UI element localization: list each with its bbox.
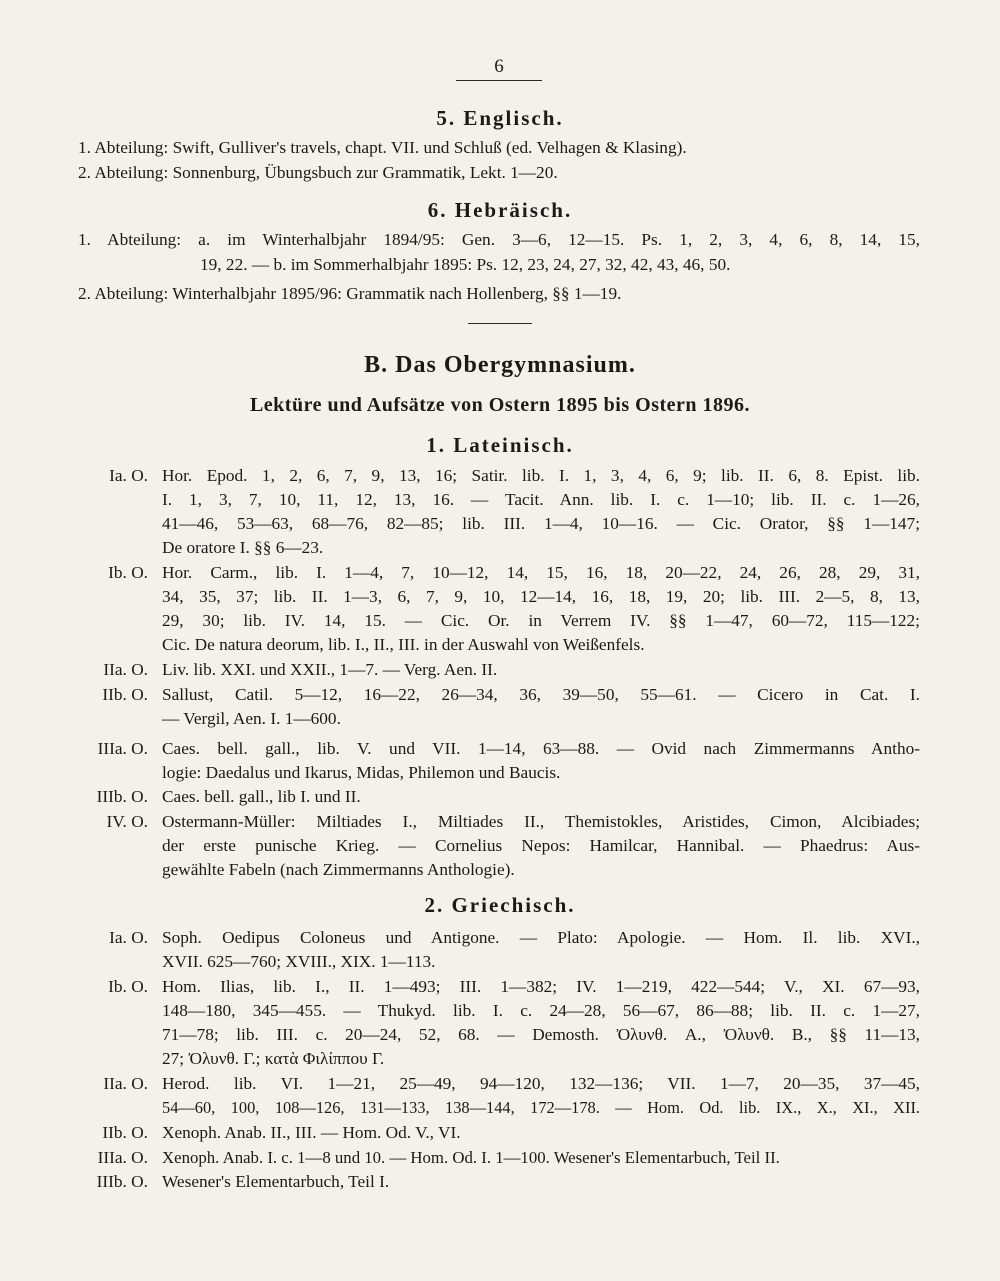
subheading-lektuere: Lektüre und Aufsätze von Ostern 1895 bis Ostern 1896.: [249, 394, 751, 416]
greek-IIa-line-2: 54—60, 100, 108—126, 131—133, 138—144, 172—178. — Hom. Od. lib. IX., X., XI., XII.: [162, 1098, 920, 1117]
latin-IIb-line-2: — Vergil, Aen. I. 1—600.: [162, 709, 341, 728]
greek-Ib-line-2: 148—180, 345—455. — Thukyd. lib. I. c. 24—28, 56—67, 86—88; lib. II. c. 1—27,: [162, 1001, 920, 1020]
latin-label-Ia: Ia. O.: [109, 466, 148, 485]
hebrew-line-2: 19, 22. — b. im Sommerhalbjahr 1895: Ps. 12, 23, 24, 27, 32, 42, 43, 46, 50.: [200, 255, 731, 274]
latin-Ib-line-2: 34, 35, 37; lib. II. 1—3, 6, 7, 9, 10, 12—14, 16, 18, 19, 20; lib. III. 2—5, 8, 13,: [162, 587, 920, 606]
latin-label-IIb: IIb. O.: [102, 685, 148, 704]
latin-IV-line-1: Ostermann-Müller: Miltiades I., Miltiades II., Themistokles, Aristides, Cimon, Alcibiades;: [162, 812, 920, 831]
latin-Ia-line-2: I. 1, 3, 7, 10, 11, 12, 13, 16. — Tacit. Ann. lib. I. c. 1—10; lib. II. c. 1—26,: [162, 490, 920, 509]
heading-obergymnasium: B. Das Obergymnasium.: [364, 352, 636, 378]
latin-Ib-line-1: Hor. Carm., lib. I. 1—4, 7, 10—12, 14, 15, 16, 18, 20—22, 24, 26, 28, 29, 31,: [162, 563, 920, 582]
page-number: 6: [456, 56, 542, 81]
latin-label-Ib: Ib. O.: [108, 563, 148, 582]
greek-label-IIIa: IIIa. O.: [97, 1148, 148, 1167]
greek-IIb-line-1: Xenoph. Anab. II., III. — Hom. Od. V., VI.: [162, 1123, 461, 1142]
greek-Ia-line-2: XVII. 625—760; XVIII., XIX. 1—113.: [162, 952, 436, 971]
latin-IIIb-line-1: Caes. bell. gall., lib I. und II.: [162, 787, 361, 806]
hebrew-line-3: 2. Abteilung: Winterhalbjahr 1895/96: Grammatik nach Hollenberg, §§ 1—19.: [78, 284, 622, 303]
latin-Ia-line-1: Hor. Epod. 1, 2, 6, 7, 9, 13, 16; Satir. lib. I. 1, 3, 4, 6, 9; lib. II. 6, 8. Epist. lib.: [162, 466, 920, 485]
greek-label-Ib: Ib. O.: [108, 977, 148, 996]
greek-label-Ia: Ia. O.: [109, 928, 148, 947]
english-line-1: 1. Abteilung: Swift, Gulliver's travels, chapt. VII. und Schluß (ed. Velhagen & Klasing).: [78, 138, 687, 157]
latin-label-IIa: IIa. O.: [103, 660, 148, 679]
greek-Ib-line-3: 71—78; lib. III. c. 20—24, 52, 68. — Demosth. Ὀλυνθ. A., Ὀλυνθ. B., §§ 11—13,: [162, 1025, 920, 1044]
latin-Ia-line-4: De oratore I. §§ 6—23.: [162, 538, 324, 557]
greek-label-IIa: IIa. O.: [103, 1074, 148, 1093]
heading-hebraeisch: 6. Hebräisch.: [427, 198, 573, 222]
heading-griechisch: 2. Griechisch.: [424, 893, 576, 917]
hebrew-line-1: 1. Abteilung: a. im Winterhalbjahr 1894/95: Gen. 3—6, 12—15. Ps. 1, 2, 3, 4, 6, 8, 14, 15,: [78, 230, 920, 249]
latin-IV-line-3: gewählte Fabeln (nach Zimmermanns Anthologie).: [162, 860, 515, 879]
latin-Ib-line-4: Cic. De natura deorum, lib. I., II., III. in der Auswahl von Weißenfels.: [162, 635, 645, 654]
english-line-2: 2. Abteilung: Sonnenburg, Übungsbuch zur Grammatik, Lekt. 1—20.: [78, 163, 558, 182]
greek-label-IIb: IIb. O.: [102, 1123, 148, 1142]
latin-label-IIIb: IIIb. O.: [96, 787, 148, 806]
greek-Ia-line-1: Soph. Oedipus Coloneus und Antigone. — Plato: Apologie. — Hom. Il. lib. XVI.,: [162, 928, 920, 947]
greek-Ib-line-1: Hom. Ilias, lib. I., II. 1—493; III. 1—382; IV. 1—219, 422—544; V., XI. 67—93,: [162, 977, 920, 996]
greek-IIIa-line-1: Xenoph. Anab. I. c. 1—8 und 10. — Hom. Od. I. 1—100. Wesener's Elementarbuch, Teil II.: [162, 1148, 780, 1167]
latin-label-IIIa: IIIa. O.: [97, 739, 148, 758]
heading-lateinisch: 1. Lateinisch.: [426, 433, 574, 457]
latin-label-IV: IV. O.: [106, 812, 148, 831]
latin-IIb-line-1: Sallust, Catil. 5—12, 16—22, 26—34, 36, 39—50, 55—61. — Cicero in Cat. I.: [162, 685, 920, 704]
greek-Ib-line-4: 27; Ὀλυνθ. Γ.; κατὰ Φιλίππου Γ.: [162, 1049, 385, 1068]
latin-IIIa-line-1: Caes. bell. gall., lib. V. und VII. 1—14, 63—88. — Ovid nach Zimmermanns Antho-: [162, 739, 920, 758]
latin-Ia-line-3: 41—46, 53—63, 68—76, 82—85; lib. III. 1—4, 10—16. — Cic. Orator, §§ 1—147;: [162, 514, 920, 533]
greek-IIa-line-1: Herod. lib. VI. 1—21, 25—49, 94—120, 132—136; VII. 1—7, 20—35, 37—45,: [162, 1074, 920, 1093]
section-divider: [468, 323, 532, 324]
greek-label-IIIb: IIIb. O.: [96, 1172, 148, 1191]
greek-IIIb-line-1: Wesener's Elementarbuch, Teil I.: [162, 1172, 390, 1191]
latin-IIa-line-1: Liv. lib. XXI. und XXII., 1—7. — Verg. Aen. II.: [162, 660, 498, 679]
latin-IV-line-2: der erste punische Krieg. — Cornelius Nepos: Hamilcar, Hannibal. — Phaedrus: Aus-: [162, 836, 920, 855]
heading-englisch: 5. Englisch.: [436, 106, 564, 130]
latin-IIIa-line-2: logie: Daedalus und Ikarus, Midas, Philemon und Baucis.: [162, 763, 561, 782]
latin-Ib-line-3: 29, 30; lib. IV. 14, 15. — Cic. Or. in Verrem IV. §§ 1—47, 60—72, 115—122;: [162, 611, 920, 630]
